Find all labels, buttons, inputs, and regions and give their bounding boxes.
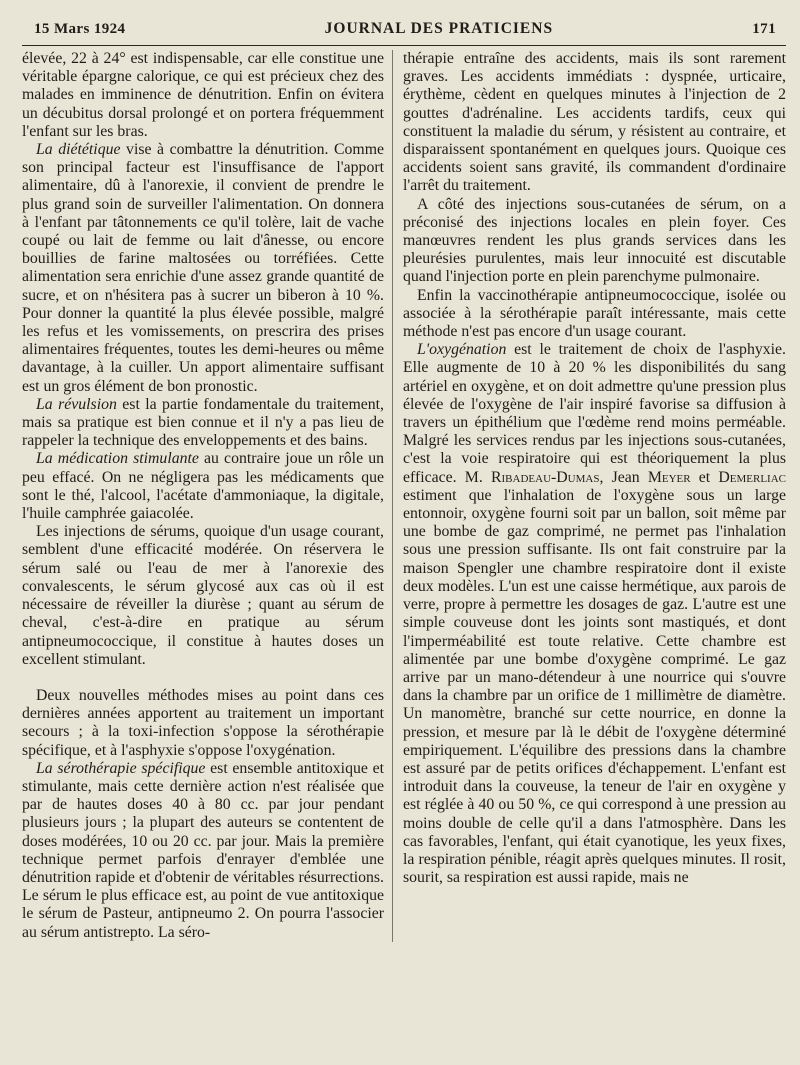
section-term: L'oxygénation	[417, 341, 507, 359]
section-term: La diététique	[36, 141, 121, 159]
section-term: La sérothérapie spécifique	[36, 759, 206, 777]
section-term: La révulsion	[36, 395, 117, 413]
paragraph: Deux nouvelles méthodes mises au point dans ces dernières années apportent au traitement un important secours ; à la toxi-infection s'oppose la sérothérapie spécifique, et à l'asphyxie s'oppose l'oxygénation.	[22, 686, 384, 759]
text-columns	[22, 50, 786, 942]
paragraph-medication-stimulante: La médication stimulante au contraire joue un rôle un peu effacé. On ne négligera pas les médicaments que sont le thé, l'alcool, l'acétate d'ammoniaque, la digitale, l'huile camphrée gaiacolée.	[22, 450, 384, 523]
author-name: Demerliac	[718, 468, 786, 486]
page-number: 171	[752, 21, 776, 37]
paragraph: Enfin la vaccinothérapie antipneumococcique, isolée ou associée à la sérothérapie paraît intéressante, mais cette méthode n'est pas encore d'un usage courant.	[403, 286, 786, 341]
author-name: Meyer	[647, 468, 691, 486]
paragraph-serotherapie: La sérothérapie spécifique est ensemble antitoxique et stimulante, mais cette dernière action n'est réalisée que par de hautes doses 40 à 80 cc. par jour pendant plusieurs jours ; la plupart des auteurs se contentent de doses modérées, 10 ou 20 cc. par jour. Mais la première technique permet parfois d'enrayer d'emblée une dénutrition rapide et d'obtenir de véritables résurrections. Le sérum le plus efficace est, au point de vue antitoxique le sérum de Pasteur, antipneumo 2. On pourra l'associer au sérum antistrepto. La séro-	[22, 759, 384, 941]
paragraph: thérapie entraîne des accidents, mais ils sont rarement graves. Les accidents immédiats : dyspnée, urticaire, érythème, cèdent en quelques minutes à l'injection de 2 gouttes d'adrénaline. Les accidents tardifs, ceux qui constituent la maladie du sérum, y résistent au contraire, et disparaissent spontanément en quelques jours. Quoique ces accidents soient sans gravité, ils commandent d'ordinaire l'arrêt du traitement.	[403, 50, 786, 195]
paragraph-revulsion: La révulsion est la partie fondamentale du traitement, mais sa pratique est bien connue et il n'y a pas lieu de rappeler la technique des enveloppements et des bains.	[22, 395, 384, 450]
paragraph-oxygenation: L'oxygénation est le traitement de choix de l'asphyxie. Elle augmente de 10 à 20 % les disponibilités du sang artériel en oxygène, et on doit admettre qu'une pression plus élevée de l'oxygène de l'air inspiré favorise sa diffusion à travers un épithélium que l'œdème rend moins perméable. Malgré les services rendus par les injections sous-cutanées, c'est la voie respiratoire qui est théoriquement la plus efficace. M. Ribadeau-Dumas, Jean Meyer et Demerliac estiment que l'inhalation de l'oxygène sous un large entonnoir, oxygène fourni soit par un ballon, soit même par une bombe de gaz comprimé, ne permet pas l'inhalation sous une pression suffisante. Ils ont fait construire par la maison Spengler une chambre respiratoire dont il existe deux modèles. L'un est une caisse hermétique, aux parois de verre, propre à permettre les dosages de gaz. L'autre est une simple couveuse dont les joints sont mastiqués, et dont l'imperméabilité est toute relative. Cette chambre est alimentée par une bombe d'oxygène comprimé. Le gaz arrive par un mano-détendeur à une nourrice qui s'ouvre dans la chambre par un orifice de 1 millimètre de diamètre. Un manomètre, branché sur cette nourrice, en donne la pression, et mesure par là le débit de l'oxygène déterminé empiriquement. L'équilibre des pressions dans la chambre est assuré par de petits orifices d'échappement. L'enfant est introduit dans la couveuse, la teneur de l'air en oxygène y est réglée à 40 ou 50 %, ce qui correspond à une pression au moins double de celle qu'il a dans l'atmosphère. Dans les cas favorables, l'enfant, qui était cyanotique, les yeux fixes, la respiration pénible, réagit après quelques minutes. Il rosit, sourit, sa respiration est aussi rapide, mais ne	[403, 341, 786, 887]
journal-title: JOURNAL DES PRATICIENS	[324, 20, 554, 37]
author-name: Ribadeau-Dumas,	[490, 468, 604, 486]
left-column	[22, 50, 392, 942]
paragraph: A côté des injections sous-cutanées de sérum, on a préconisé des injections locales en plein foyer. Ces manœuvres rendent les plus grands services dans les pleurésies purulentes, mais leur innocuité est discutable quand l'injection porte en plein parenchyme pulmonaire.	[403, 195, 786, 286]
paragraph: élevée, 22 à 24° est indispensable, car elle constitue une véritable épargne calorique, ce qui est précieux chez des malades en imminence de dénutrition. Enfin on évitera un décubitus dorsal prolongé et on portera fréquemment l'enfant sur les bras.	[22, 50, 384, 140]
paragraph: Les injections de sérums, quoique d'un usage courant, semblent d'une efficacité modérée. On réservera le sérum salé ou l'eau de mer à l'anorexie des convalescents, le sérum glycosé aux cas où il est nécessaire de réveiller la diurèse ; quant au sérum de cheval, c'est-à-dire en pratique au sérum antipneumococcique, il constitue à hautes doses un excellent stimulant.	[22, 523, 384, 668]
right-column	[392, 50, 786, 942]
section-term: La médication stimulante	[36, 450, 199, 468]
running-header	[22, 20, 786, 46]
issue-date: 15 Mars 1924	[34, 21, 126, 37]
paragraph-dietetique: La diététique vise à combattre la dénutrition. Comme son principal facteur est l'insuffisance de l'apport alimentaire, dû à l'anorexie, il convient de prendre le plus grand soin de surveiller l'alimentation. On donnera à l'enfant par tâtonnements ce qu'il tolère, lait de vache coupé ou lait de femme ou lait d'ânesse, ou encore bouillies de farine maltosées ou torréfiées. Cette alimentation sera enrichie d'une assez grande quantité de sucre, et on n'hésitera pas à sucrer un biberon à 10 %. Pour donner la quantité la plus élevée possible, malgré les refus et les vomissements, on prescrira des prises alimentaires fréquentes, toutes les demi-heures ou même davantage, à la cuiller. Un apport alimentaire suffisant est un gros élément de bon pronostic.	[22, 141, 385, 395]
